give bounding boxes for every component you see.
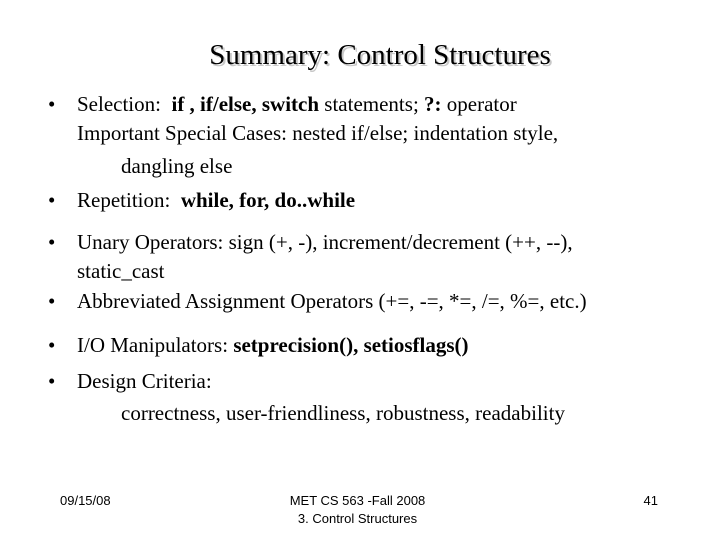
repetition-label: Repetition:: [77, 188, 171, 212]
repetition-keywords: while, for, do..while: [180, 188, 356, 212]
footer-page-number: 41: [643, 493, 658, 508]
footer-course: [250, 492, 465, 528]
selection-sub2: dangling else: [121, 154, 233, 178]
bullet-glyph: •: [48, 289, 56, 313]
selection-keywords: if , if/else, switch: [171, 92, 320, 116]
footer-course-line2: 3. Control Structures: [297, 511, 418, 526]
selection-sub1: Important Special Cases: nested if/else; indentation style,: [77, 121, 559, 145]
bullet-glyph: •: [48, 230, 56, 254]
bullet-glyph: •: [48, 369, 56, 393]
bullet-glyph: •: [48, 92, 56, 116]
assignment-text: Abbreviated Assignment Operators (+=, -=, *=, /=, %=, etc.): [77, 289, 587, 313]
io-keywords: setprecision(), setiosflags(): [233, 333, 469, 357]
footer-date: 09/15/08: [60, 493, 111, 508]
design-sub: correctness, user-friendliness, robustness, readability: [121, 401, 565, 425]
footer-course-line1: MET CS 563 -Fall 2008: [289, 493, 426, 508]
slide-title: Summary: Control Structures: [209, 39, 551, 71]
unary-text: Unary Operators: sign (+, -), increment/decrement (++, --),: [77, 230, 573, 254]
ternary-operator: ?:: [424, 92, 442, 116]
selection-rest2: operator: [441, 92, 517, 116]
unary-sub: static_cast: [77, 259, 165, 283]
bullet-glyph: •: [48, 333, 56, 357]
design-text: Design Criteria:: [77, 369, 212, 393]
selection-label: Selection:: [77, 92, 161, 116]
bullet-glyph: •: [48, 188, 56, 212]
io-label: I/O Manipulators:: [77, 333, 229, 357]
selection-rest: statements;: [319, 92, 425, 116]
